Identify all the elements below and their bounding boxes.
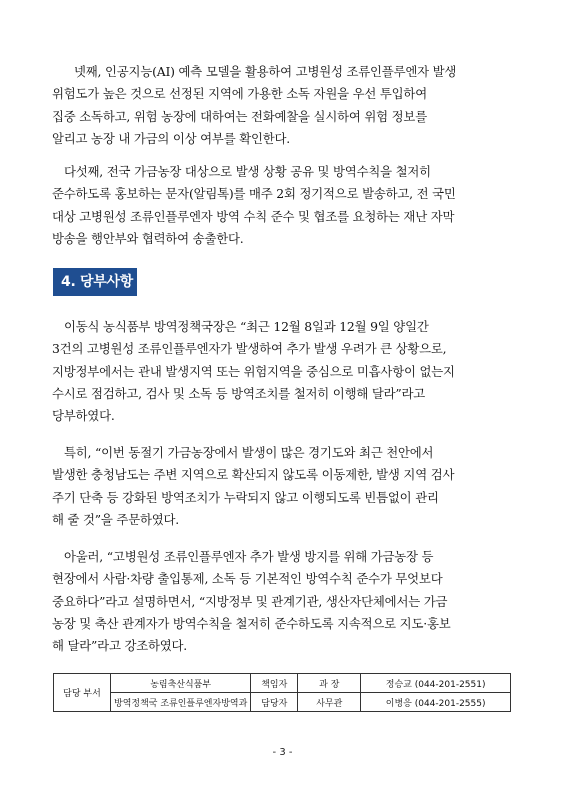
org-cell: 방역정책국 조류인플루엔자방역과 [111, 693, 251, 712]
contact-table [53, 673, 511, 712]
text-line: 발생한 충청남도는 주변 지역으로 확산되지 않도록 이동제한, 발생 지역 검사 [52, 467, 455, 483]
text-line: 중요하다”라고 설명하면서, “지방정부 및 관계기관, 생산자단체에서는 가금 [52, 593, 448, 609]
text-line: 이동식 농식품부 방역정책국장은 “최근 12월 8일과 12월 9일 양일간 [64, 319, 429, 334]
text-line: 현장에서 사람·차량 출입통제, 소독 등 기본적인 방역수칙 준수가 무엇보다 [52, 571, 443, 587]
table-row [54, 693, 511, 712]
contact-cell: 이병응 (044-201-2555) [361, 693, 511, 712]
paragraph-text-alert [52, 161, 515, 250]
text-line: 위험도가 높은 것으로 선정된 지역에 가용한 소독 자원을 우선 투입하여 [52, 86, 427, 102]
text-line: 해 달라”라고 강조하였다. [52, 638, 188, 654]
text-line: 알리고 농장 내 가금의 이상 여부를 확인한다. [52, 130, 291, 146]
text-line: 준수하도록 홍보하는 문자(알림톡)를 매주 2회 정기적으로 발송하고, 전 국민 [52, 186, 456, 202]
section-heading: 4. 당부사항 [53, 268, 137, 296]
dept-label-cell: 담당 부서 [54, 674, 111, 712]
paragraph-director-request [52, 316, 515, 427]
title-cell: 과 장 [298, 674, 361, 693]
text-line: 아울러, “고병원성 조류인플루엔자 추가 발생 방지를 위해 가금농장 등 [64, 549, 434, 564]
text-line: 집중 소독하고, 위험 농장에 대하여는 전화예찰을 실시하여 위험 정보를 [52, 108, 427, 124]
text-line: 농장 및 축산 관계자가 방역수칙을 철저히 준수하도록 지속적으로 지도·홍보 [52, 615, 451, 631]
role-cell: 담당자 [251, 693, 298, 712]
text-line: 다섯째, 전국 가금농장 대상으로 발생 상황 공유 및 방역수칙을 철저히 [64, 164, 431, 179]
paragraph-ai-prediction [52, 61, 515, 150]
text-line: 넷째, 인공지능(AI) 예측 모델을 활용하여 고병원성 조류인플루엔자 발생 [74, 64, 457, 79]
text-line: 지방정부에서는 관내 발생지역 또는 위험지역을 중심으로 미흡사항이 없는지 [52, 363, 455, 379]
page-number: - 3 - [272, 747, 293, 758]
text-line: 3건의 고병원성 조류인플루엔자가 발생하여 추가 발생 우려가 큰 상황으로, [52, 341, 447, 357]
text-line: 대상 고병원성 조류인플루엔자 방역 수칙 준수 및 협조를 요청하는 재난 자막 [52, 208, 455, 224]
paragraph-biosecurity-emphasis [52, 546, 515, 657]
title-cell: 사무관 [298, 693, 361, 712]
text-line: 방송을 행안부와 협력하여 송출한다. [52, 230, 244, 246]
contact-cell: 정승교 (044-201-2551) [361, 674, 511, 693]
text-line: 수시로 점검하고, 검사 및 소독 등 방역조치를 철저히 이행해 달라”라고 [52, 385, 426, 401]
text-line: 주기 단축 등 강화된 방역조치가 누락되지 않고 이행되도록 빈틈없이 관리 [52, 489, 439, 505]
text-line: 당부하였다. [52, 408, 115, 424]
text-line: 해 줄 것”을 주문하였다. [52, 511, 180, 527]
org-cell: 농림축산식품부 [111, 674, 251, 693]
role-cell: 책임자 [251, 674, 298, 693]
paragraph-regional-focus [52, 442, 515, 531]
text-line: 특히, “이번 동절기 가금농장에서 발생이 많은 경기도와 최근 천안에서 [64, 445, 434, 460]
table-row [54, 674, 511, 693]
